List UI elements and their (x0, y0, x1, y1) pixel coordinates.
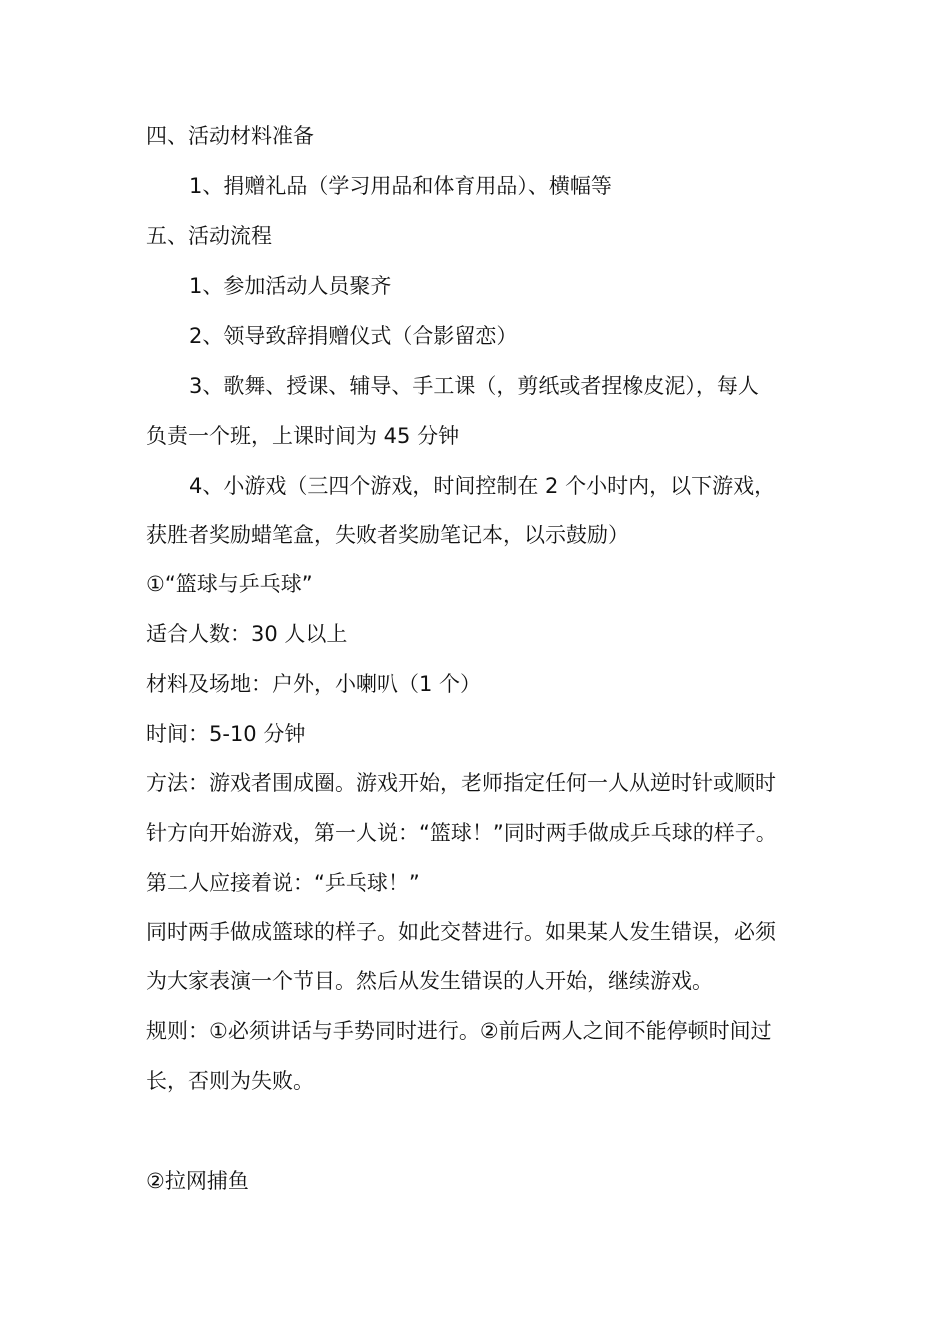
process-step-3: 3、歌舞、授课、辅导、手工课（，剪纸或者捏橡皮泥），每人 (189, 374, 759, 398)
game-1-rules-line-1: 规则：①必须讲话与手势同时进行。②前后两人之间不能停顿时间过 (146, 1019, 772, 1043)
game-1-method-line-4: 同时两手做成篮球的样子。如此交替进行。如果某人发生错误，必须 (146, 920, 776, 944)
game-1-time: 时间：5-10 分钟 (146, 722, 306, 746)
section-heading-process: 五、活动流程 (146, 224, 272, 248)
game-1-method-line-1: 方法：游戏者围成圈。游戏开始，老师指定任何一人从逆时针或顺时 (146, 771, 776, 795)
section-heading-materials: 四、活动材料准备 (146, 124, 314, 148)
game-1-method-line-2: 针方向开始游戏，第一人说：“篮球！”同时两手做成乒乓球的样子。 (146, 821, 777, 845)
process-step-1: 1、参加活动人员聚齐 (189, 274, 392, 298)
process-step-4-continued: 获胜者奖励蜡笔盒，失败者奖励笔记本，以示鼓励） (146, 523, 629, 547)
materials-item-1: 1、捐赠礼品（学习用品和体育用品）、横幅等 (189, 174, 612, 198)
game-1-method-line-3: 第二人应接着说：“乒乓球！” (146, 871, 420, 895)
process-step-2: 2、领导致辞捐赠仪式（合影留恋） (189, 324, 518, 348)
game-1-title: ①“篮球与乒乓球” (146, 572, 313, 596)
game-1-materials: 材料及场地：户外，小喇叭（1 个） (146, 672, 482, 696)
game-1-players: 适合人数：30 人以上 (146, 622, 348, 646)
game-1-method-line-5: 为大家表演一个节目。然后从发生错误的人开始，继续游戏。 (146, 969, 713, 993)
process-step-3-continued: 负责一个班，上课时间为 45 分钟 (146, 424, 460, 448)
game-1-rules-line-2: 长，否则为失败。 (146, 1069, 314, 1093)
game-2-title: ②拉网捕鱼 (146, 1169, 249, 1193)
process-step-4: 4、小游戏（三四个游戏，时间控制在 2 个小时内，以下游戏， (189, 474, 776, 498)
